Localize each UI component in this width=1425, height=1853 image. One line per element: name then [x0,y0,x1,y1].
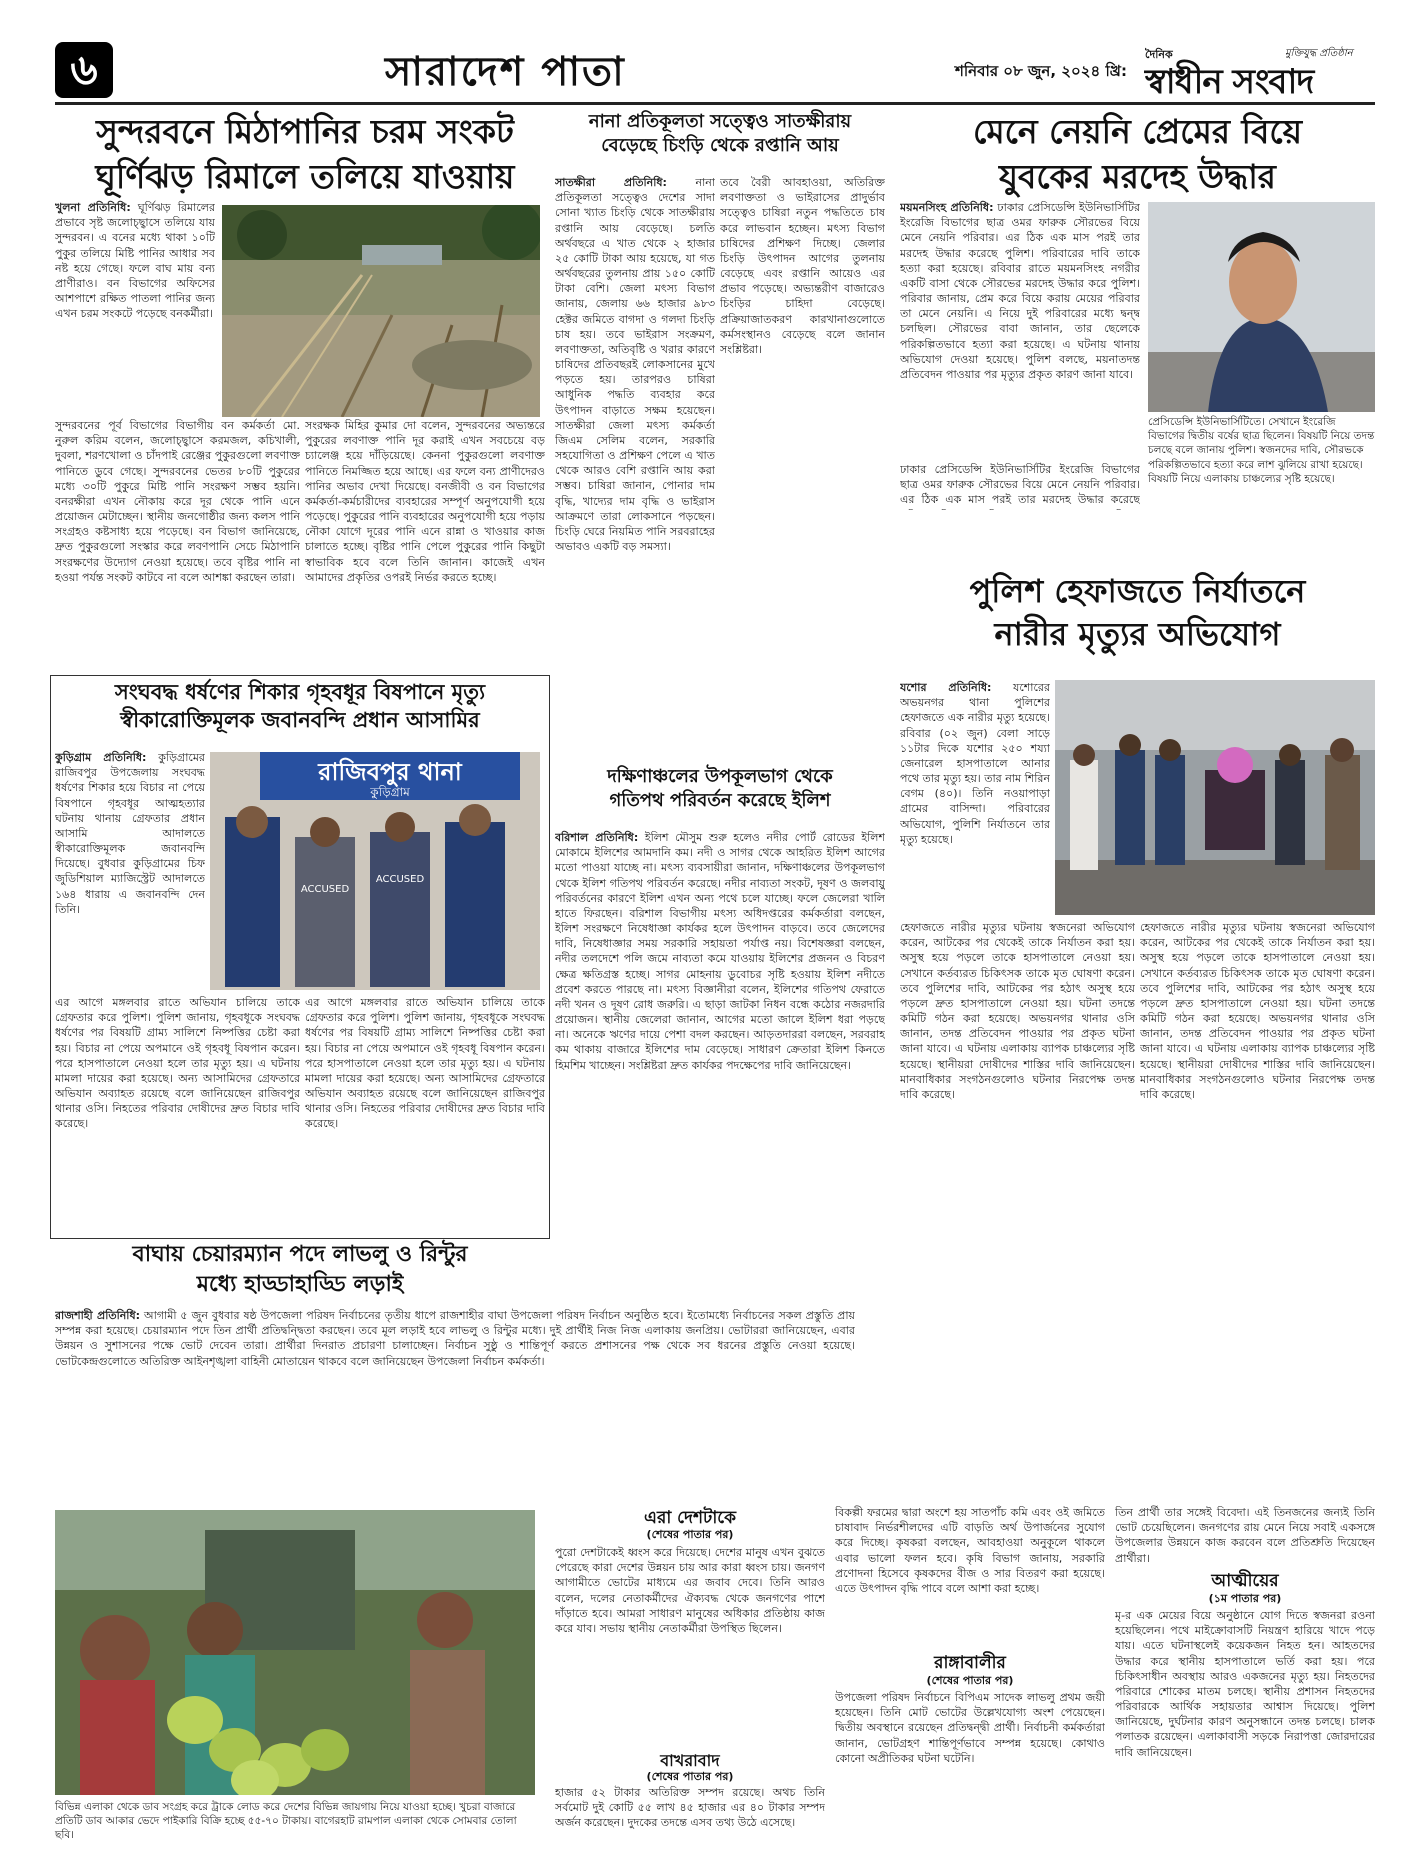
story5-dateline: কুড়িগ্রাম প্রতিনিধি: [55,751,147,764]
story1-headline [55,110,555,199]
logo-name: স্বাধীন সংবাদ [1145,62,1314,102]
story1-headline-line1: সুন্দরবনে মিঠাপানির চরম সংকট [96,112,514,151]
story6-headline [555,765,885,814]
police-custody-photo [1055,680,1375,915]
sundarbans-pond-photo [222,205,540,417]
cont1-sub: (শেষের পাতার পর) [646,1528,734,1541]
police-station-sign-sub: কুড়িগ্রাম [370,785,410,799]
story4-headline-line2: নারীর মৃত্যুর অভিযোগ [994,615,1281,654]
police-station-sign: রাজিবপুর থানা [318,758,462,786]
cont5-title: আত্মীয়ের [1211,1571,1279,1591]
story3-body [900,200,1140,460]
story7-headline [55,1240,545,1299]
story6-body [555,830,885,1300]
story4-lead-text: যশোরের অভয়নগর থানা পুলিশের হেফাজতে এক নারীর মৃত্যু হয়েছে। রবিবার (০২ জুন) বেলা সাড়ে ১১টার দিকে যশোর ২৫০ শয্যা জেনারেল হাসপাতালে আনার পথে তার মৃত্যু হয়। তার নাম শিরিন বেগম (৪০)। তিনি নওয়াপাড়া গ্রামের বাসিন্দা। পরিবারের অভিযোগ, পুলিশি নির্যাতনে তার মৃত্যু হয়েছে। [900,681,1050,846]
story5-lead [55,750,205,1000]
story1-body2: সংরক্ষক মিহির কুমার দো বলেন, সুন্দরবনের অভ্যন্তরে পুকুরের লবণাক্ত পানি দূর করাই এখন সবচেয়ে বড় চ্যালেঞ্জ হয়ে দাঁড়িয়েছে। কেননা পুকুরগুলো লবণাক্ত পানিতে নিমজ্জিত হয়ে আছে। এর ফলে বন্য প্রাণীদেরও পানির অভাব দেখা দিয়েছে। বনজীবী ও বন বিভাগের কর্মকর্তা-কর্মচারীদের ব্যবহারের সম্পূর্ণ অনুপযোগী হয়ে পড়েছে। পুকুরের পানি ব্যবহারের অনুপযোগী হয়ে পড়ায় নৌকা যোগে দূরের পানি এনে রান্না ও খাওয়ার কাজ চালাতে হচ্ছে। বৃষ্টির পানি পেলে পুকুরের পানি কিছুটা স্বাভাবিক হবে বলে তিনি জানান। কাজেই এখন আমাদের প্রকৃতির ওপরই নির্ভর করতে হচ্ছে। [305,419,545,584]
accused-vest-2: ACCUSED [375,874,425,885]
story1-lead [55,200,215,415]
logo-prefix: দৈনিক [1145,48,1173,61]
coconut-photo-caption: বিভিন্ন এলাকা থেকে ডাব সংগ্রহ করে ট্রাকে লোড করে দেশের বিভিন্ন জায়গায় নিয়ে যাওয়া হচ্ছে। খুচরা বাজারে প্রতিটি ডাব আকার ভেদে পাইকারি বিক্রি হচ্ছে ৫৫-৭০ টাকায়। বাগেরহাট রামপাল এলাকা থেকে সোমবার তোলা ছবি। [55,1801,517,1842]
story2-headline-line2: বেড়েছে চিংড়ি থেকে রপ্তানি আয় [601,135,839,157]
page-title: সারাদেশ পাতা [385,49,626,95]
story3-dateline: ময়মনসিংহ প্রতিনিধি: [900,201,994,214]
cont4-body: উপজেলা পরিষদ নির্বাচনে বিপিএম সাদেক লাভলু প্রথম জয়ী হয়েছেন। তিনি মোট ভোটের উল্লেখযোগ্য অংশ পেয়েছেন। দ্বিতীয় অবস্থানে রয়েছেন প্রতিদ্বন্দ্বী প্রার্থী। নির্বাচনী কর্মকর্তারা জানান, ভোটগ্রহণ শান্তিপূর্ণভাবে সম্পন্ন হয়েছে। কোথাও কোনো অপ্রীতিকর ঘটনা ঘটেনি। [835,1691,1105,1765]
story5-headline [55,678,545,735]
story7-headline-line1: বাঘায় চেয়ারম্যান পদে লাভলু ও রিন্টুর [132,1242,468,1267]
story2-dateline: সাতক্ষীরা প্রতিনিধি: [555,176,667,189]
story6-headline-line1: দক্ষিণাঞ্চলের উপকূলভাগ থেকে [607,766,833,787]
story6-body-text: ইলিশ মৌসুম শুরু হলেও নদীর পোর্ট রোডের ইলিশ মোকামে ইলিশের আমদানি কম। নদী ও সাগর থেকে আহরিত ইলিশ আগের মতো পাওয়া যাচ্ছে না। মৎস্য ব্যবসায়ীরা জানান, দক্ষিণাঞ্চলের উপকূলভাগ থেকে ইলিশ গতিপথ পরিবর্তন করেছে। নদীর নাব্যতা সংকট, দূষণ ও জলবায়ু পরিবর্তনের কারণে ইলিশ এখন অন্য পথে চলে যাচ্ছে। ফলে জেলেরা খালি হাতে ফিরছেন। বরিশাল বিভাগীয় মৎস্য অধিদপ্তরের কর্মকর্তারা বলছেন, ইলিশ সংরক্ষণে নিষেধাজ্ঞা কার্যকর হলে উৎপাদন বাড়বে। তবে জেলেদের দাবি, নিষেধাজ্ঞার সময় সরকারি সহায়তা পর্যাপ্ত নয়। বিশেষজ্ঞরা বলছেন, নদীর তলদেশে পলি জমে নাব্যতা কমে যাওয়ায় ইলিশের প্রজনন ও বিচরণ ক্ষেত্র ক্ষতিগ্রস্ত হচ্ছে। সাগর মোহনায় ডুবোচর সৃষ্টি হওয়ায় ইলিশ নদীতে প্রবেশ করতে পারছে না। মৎস্য বিজ্ঞানীরা বলেন, ইলিশের গতিপথ ফেরাতে নদী খনন ও দূষণ রোধ জরুরি। এ ছাড়া জাটকা নিধন বন্ধে কঠোর নজরদারি প্রয়োজন। স্থানীয় জেলেরা জানান, আগের মতো জালে ইলিশ ধরা পড়ছে না। অনেকে ঋণের দায়ে পেশা বদল করছেন। আড়তদাররা বলছেন, সরবরাহ কম থাকায় বাজারে ইলিশের দাম বেড়েছে। সাধারণ ক্রেতারা ইলিশ কিনতে হিমশিম খাচ্ছেন। সংশ্লিষ্টরা দ্রুত কার্যকর পদক্ষেপের দাবি জানিয়েছেন। [555,831,885,1072]
victim-portrait-photo [1148,202,1375,412]
story2-headline [555,110,885,159]
page-number: ৬ [55,42,113,98]
story4-body2: হেফাজতে নারীর মৃত্যুর ঘটনায় স্বজনেরা অভিযোগ করেন, আটকের পর থেকেই তাকে নির্যাতন করা হয়। অসুস্থ হয়ে পড়লে তাকে হাসপাতালে নেওয়া হয়। সেখানে কর্তব্যরত চিকিৎসক তাকে মৃত ঘোষণা করেন। তবে পুলিশের দাবি, আটকের পর হঠাৎ অসুস্থ হয়ে পড়লে দ্রুত হাসপাতালে নেওয়া হয়। ঘটনা তদন্তে কমিটি গঠন করা হয়েছে। অভয়নগর থানার ওসি জানান, তদন্ত প্রতিবেদন পাওয়ার পর প্রকৃত ঘটনা জানা যাবে। এ ঘটনায় এলাকায় ব্যাপক চাঞ্চল্যের সৃষ্টি হয়েছে। স্থানীয়রা দোষীদের শাস্তির দাবি জানিয়েছেন। মানবাধিকার সংগঠনগুলোও ঘটনার নিরপেক্ষ তদন্ত দাবি করেছে। [1140,921,1375,1101]
story7-body-text: আগামী ৫ জুন বুধবার ষষ্ঠ উপজেলা পরিষদ নির্বাচনের তৃতীয় ধাপে রাজশাহীর বাঘা উপজেলা পরিষদ নির্বাচন অনুষ্ঠিত হবে। ইতোমধ্যে নির্বাচনের সকল প্রস্তুতি প্রায় সম্পন্ন করা হয়েছে। চেয়ারম্যান পদে তিন প্রার্থী প্রতিদ্বন্দ্বিতা করছেন। তবে মূল লড়াই হবে লাভলু ও রিন্টুর মধ্যে। দুই প্রার্থীই নিজ নিজ এলাকায় জনপ্রিয়। ভোটাররা জানিয়েছেন, এবার উন্নয়ন ও সুশাসনের পক্ষে ভোট দেবেন তারা। প্রার্থীরা দিনরাত প্রচারণা চালাচ্ছেন। নির্বাচন সুষ্ঠু ও শান্তিপূর্ণ করতে প্রশাসনের পক্ষ থেকে সব ধরনের প্রস্তুতি নেওয়া হয়েছে। ভোটকেন্দ্রগুলোতে অতিরিক্ত আইনশৃঙ্খলা বাহিনী মোতায়েন থাকবে বলে জানিয়েছেন উপজেলা নির্বাচন কর্মকর্তা। [55,1309,855,1368]
story5-lead-text: কুড়িগ্রামের রাজিবপুর উপজেলায় সংঘবদ্ধ ধর্ষণের শিকার হয়ে বিচার না পেয়ে বিষপানে গৃহবধূর আত্মহত্যার ঘটনায় থানায় গ্রেফতার প্রধান আসামি আদালতে স্বীকারোক্তিমূলক জবানবন্দি দিয়েছে। বুধবার কুড়িগ্রামের চিফ জুডিশিয়াল ম্যাজিস্ট্রেট আদালতে ১৬৪ ধারায় এ জবানবন্দি দেন তিনি। [55,751,205,916]
story7-headline-line2: মধ্যে হাড্ডাহাড্ডি লড়াই [196,1271,404,1297]
victim-photo-caption: প্রেসিডেন্সি ইউনিভার্সিটিতে। সেখানে ইংরেজি বিভাগের দ্বিতীয় বর্ষের ছাত্র ছিলেন। বিষয়টি নিয়ে তদন্ত চলছে বলে জানায় পুলিশ। স্বজনদের দাবি, সৌরভকে পরিকল্পিতভাবে হত্যা করে লাশ ঝুলিয়ে রাখা হয়েছে। বিষয়টি নিয়ে এলাকায় চাঞ্চল্যের সৃষ্টি হয়েছে। [1148,416,1375,485]
story3-headline-line2: যুবকের মরদেহ উদ্ধার [999,156,1276,196]
story2-body2: তবে বৈরী আবহাওয়া, অতিরিক্ত লবণাক্ততা ও ভাইরাসের প্রাদুর্ভাব সত্ত্বেও চাষিরা নতুন পদ্ধতিতে চাষ করে লাভবান হচ্ছেন। মৎস্য বিভাগ চাষিদের প্রশিক্ষণ দিচ্ছে। জেলার চিংড়ি উৎপাদন আগের তুলনায় বেড়েছে এবং রপ্তানি আয়েও এর প্রভাব পড়েছে। অভ্যন্তরীণ বাজারেও চিংড়ির চাহিদা বেড়েছে। প্রক্রিয়াজাতকরণ কারখানাগুলোতে কর্মসংস্থানও বেড়েছে বলে জানান সংশ্লিষ্টরা। [720,176,885,356]
cont2-title: বাখরাবাদ [660,1751,720,1770]
story7-dateline: রাজশাহী প্রতিনিধি: [55,1309,141,1322]
cont2-body: হাজার ৫২ টাকার অতিরিক্ত সম্পদ রয়েছে। অথচ তিনি সর্বমোট দুই কোটি ৫৫ লাখ ৪৫ হাজার এর ৪০ টাকার সম্পদ অর্জন করেছেন। দুদকের তদন্তে এসব তথ্য উঠে এসেছে। [555,1786,825,1830]
cont5-body: মৃ-র এক মেয়ের বিয়ে অনুষ্ঠানে যোগ দিতে স্বজনরা রওনা হয়েছিলেন। পথে মাইক্রোবাসটি নিয়ন্ত্রণ হারিয়ে খাদে পড়ে যায়। এতে ঘটনাস্থলেই কয়েকজন নিহত হন। আহতদের উদ্ধার করে স্থানীয় হাসপাতালে ভর্তি করা হয়। পরে চিকিৎসাধীন অবস্থায় আরও একজনের মৃত্যু হয়। নিহতদের পরিবারে শোকের মাতম চলছে। স্থানীয় প্রশাসন নিহতদের পরিবারকে আর্থিক সহায়তার আশ্বাস দিয়েছে। পুলিশ জানিয়েছে, দুর্ঘটনার কারণ অনুসন্ধানে তদন্ত চলছে। চালক পলাতক রয়েছেন। এলাকাবাসী সড়কে নিরাপত্তা জোরদারের দাবি জানিয়েছেন। [1115,1609,1375,1759]
story1-lead-text: ঘূর্ণিঝড় রিমালের প্রভাবে সৃষ্ট জলোচ্ছ্বাসে তলিয়ে যায় সুন্দরবন। এ বনের মধ্যে থাকা ১০টি পুকুর তলিয়ে মিষ্টি পানির আধার সব নষ্ট হয়ে গেছে। ফলে বাঘ মায় বন্য প্রাণীরাও। বন বিভাগের অফিসের আশপাশে রক্ষিত পাতলা পানির জন্য এখন চরম সংকটে পড়েছে বনকর্মীরা। [55,201,215,321]
story4-lead [900,680,1050,915]
cont4-title: রাঙ্গাবালীর [934,1653,1006,1673]
story6-headline-line2: গতিপথ পরিবর্তন করেছে ইলিশ [609,790,831,812]
story4-dateline: যশোর প্রতিনিধি: [900,681,992,694]
coconut-market-photo [55,1510,535,1795]
cont4-sub: (শেষের পাতার পর) [926,1674,1014,1687]
story1-headline-line2: ঘূর্ণিঝড় রিমালে তলিয়ে যাওয়ায় [95,156,515,196]
accused-police-photo [210,752,540,990]
story7-body [55,1308,855,1498]
masthead-rule [55,102,1375,105]
cont1-body: পুরো দেশটাকেই ধ্বংস করে দিয়েছে। দেশের মানুষ এখন বুঝতে পেরেছে কারা দেশের উন্নয়ন চায় আর কারা ধ্বংস চায়। জনগণ আগামীতে ভোটের মাধ্যমে এর জবাব দেবে। তিনি আরও বলেন, দলের নেতাকর্মীদের ঐক্যবদ্ধ থেকে জনগণের পাশে দাঁড়াতে হবে। আমরা সাধারণ মানুষের অধিকার প্রতিষ্ঠায় কাজ করে যাব। সভায় স্থানীয় নেতাকর্মীরা উপস্থিত ছিলেন। [555,1546,825,1635]
story4-headline-line1: পুলিশ হেফাজতে নির্যাতনে [969,572,1306,610]
cont5-sub: (১ম পাতার পর) [1208,1592,1282,1605]
story2-headline-line1: নানা প্রতিকূলতা সত্ত্বেও সাতক্ষীরায় [588,111,852,132]
story4-headline [900,570,1375,656]
story5-body: এর আগে মঙ্গলবার রাতে অভিযান চালিয়ে তাকে গ্রেফতার করে পুলিশ। পুলিশ জানায়, গৃহবধূকে সংঘবদ্ধ ধর্ষণের পর বিষয়টি গ্রাম্য সালিশে নিষ্পত্তির চেষ্টা করা হয়। বিচার না পেয়ে অপমানে ওই গৃহবধূ বিষপান করেন। পরে হাসপাতালে নেওয়া হলে তার মৃত্যু হয়। এ ঘটনায় মামলা দায়ের করা হয়েছে। অন্য আসামিদের গ্রেফতারে অভিযান অব্যাহত রয়েছে বলে জানিয়েছেন রাজিবপুর থানার ওসি। নিহতের পরিবার দোষীদের দ্রুত বিচার দাবি করেছে। [55,996,300,1131]
story3-headline-line1: মেনে নেয়নি প্রেমের বিয়ে [972,112,1303,151]
cont5-lead: তিন প্রার্থী তার সঙ্গেই বিবেদা। এই তিনজনের জন্যই তিনি ভোট চেয়েছিলেন। জনগণের রায় মেনে নিয়ে সবাই একসঙ্গে উপজেলার উন্নয়নে কাজ করবেন বলে প্রতিশ্রুতি দিয়েছেন প্রার্থীরা। [1115,1506,1375,1565]
story5-headline-line1: সংঘবদ্ধ ধর্ষণের শিকার গৃহবধূর বিষপানে মৃত্যু [114,680,486,704]
story3-body-text: ঢাকার প্রেসিডেন্সি ইউনিভার্সিটির ইংরেজি বিভাগের ছাত্র ওমর ফারুক সৌরভের বিয়ে মেনে নেয়নি পরিবার। এর ঠিক এক মাস পরই তার মরদেহ উদ্ধার করেছে পুলিশ। পরিবারের দাবি তাকে হত্যা করা হয়েছে। রবিবার রাতে ময়মনসিংহ নগরীর একটি বাসা থেকে সৌরভের মরদেহ উদ্ধার করে পুলিশ। পরিবার জানায়, প্রেম করে বিয়ে করায় মেয়ের পরিবার তা মেনে নেয়নি। এ নিয়ে দুই পরিবারের মধ্যে দ্বন্দ্ব চলছিল। সৌরভের বাবা জানান, তার ছেলেকে পরিকল্পিতভাবে হত্যা করা হয়েছে। এ ঘটনায় থানায় অভিযোগ দেওয়া হয়েছে। পুলিশ বলছে, ময়নাতদন্ত প্রতিবেদন পাওয়ার পর মৃত্যুর প্রকৃত কারণ জানা যাবে। [900,201,1140,381]
cont2-sub: (শেষের পাতার পর) [646,1770,734,1783]
story1-body: সুন্দরবনের পূর্ব বিভাগের বিভাগীয় বন কর্মকর্তা মো. নুরুল করিম বলেন, জলোচ্ছ্বাসে করমজল, কচিখালী, দুবলা, শরণখোলা ও চাঁদপাই রেঞ্জের পুকুরগুলো লবণাক্ত পানিতে ডুবে গেছে। সুন্দরবনের ভেতর ৮০টি পুকুরের মধ্যে ৩০টি পুকুরে মিষ্টি পানি সংরক্ষণ সম্ভব হয়নি। বনরক্ষীরা এখন নৌকায় করে দূর থেকে পানি এনে প্রয়োজন মেটাচ্ছেন। স্থানীয় জনগোষ্ঠীর জন্য কলস পানি সংগ্রহও কষ্টসাধ্য হয়ে পড়েছে। বন বিভাগ জানিয়েছে, দ্রুত পুকুরগুলো সংস্কার করে লবণপানি সেচে মিঠাপানি সংরক্ষণের উদ্যোগ নেওয়া হয়েছে। তবে বৃষ্টির পানি না হওয়া পর্যন্ত সংকট কাটবে না বলে আশঙ্কা করছেন তারা। [55,419,300,584]
story2-body [555,175,715,755]
accused-vest-1: ACCUSED [300,884,350,895]
story5-body-b: এর আগে মঙ্গলবার রাতে অভিযান চালিয়ে তাকে গ্রেফতার করে পুলিশ। পুলিশ জানায়, গৃহবধূকে সংঘবদ্ধ ধর্ষণের পর বিষয়টি গ্রাম্য সালিশে নিষ্পত্তির চেষ্টা করা হয়। বিচার না পেয়ে অপমানে ওই গৃহবধূ বিষপান করেন। পরে হাসপাতালে নেওয়া হলে তার মৃত্যু হয়। এ ঘটনায় মামলা দায়ের করা হয়েছে। অন্য আসামিদের গ্রেফতারে অভিযান অব্যাহত রয়েছে বলে জানিয়েছেন রাজিবপুর থানার ওসি। নিহতের পরিবার দোষীদের দ্রুত বিচার দাবি করেছে। [305,996,545,1131]
logo-tagline: মুক্তিযুদ্ধ প্রতিষ্ঠান [1285,48,1353,59]
story3-body-tail: ঢাকার প্রেসিডেন্সি ইউনিভার্সিটির ইংরেজি বিভাগের ছাত্র ওমর ফারুক সৌরভের বিয়ে মেনে নেয়নি পরিবার। এর ঠিক এক মাস পরই তার মরদেহ উদ্ধার করেছে [900,463,1140,507]
newspaper-logo [1145,46,1375,102]
cont1-title: এরা দেশটাকে [644,1508,736,1528]
story5-headline-line2: স্বীকারোক্তিমূলক জবানবন্দি প্রধান আসামির [120,708,480,733]
story1-dateline: খুলনা প্রতিনিধি: [55,201,131,214]
story4-body: হেফাজতে নারীর মৃত্যুর ঘটনায় স্বজনেরা অভিযোগ করেন, আটকের পর থেকেই তাকে নির্যাতন করা হয়। অসুস্থ হয়ে পড়লে তাকে হাসপাতালে নেওয়া হয়। সেখানে কর্তব্যরত চিকিৎসক তাকে মৃত ঘোষণা করেন। তবে পুলিশের দাবি, আটকের পর হঠাৎ অসুস্থ হয়ে পড়লে দ্রুত হাসপাতালে নেওয়া হয়। ঘটনা তদন্তে কমিটি গঠন করা হয়েছে। অভয়নগর থানার ওসি জানান, তদন্ত প্রতিবেদন পাওয়ার পর প্রকৃত ঘটনা জানা যাবে। এ ঘটনায় এলাকায় ব্যাপক চাঞ্চল্যের সৃষ্টি হয়েছে। স্থানীয়রা দোষীদের শাস্তির দাবি জানিয়েছেন। মানবাধিকার সংগঠনগুলোও ঘটনার নিরপেক্ষ তদন্ত দাবি করেছে। [900,921,1135,1101]
masthead [55,40,1375,100]
story2-body-text: নানা প্রতিকূলতা সত্ত্বেও দেশের সাদা সোনা খ্যাত চিংড়ি থেকে সাতক্ষীরায় রপ্তানি আয় বেড়েছে। চলতি অর্থবছরে এ খাত থেকে ২ হাজার ২৫ কোটি টাকা আয় হয়েছে, যা গত অর্থবছরের তুলনায় প্রায় ১৫০ কোটি টাকা বেশি। জেলা মৎস্য বিভাগ জানায়, জেলায় ৬৬ হাজার ৯৮৩ হেক্টর জমিতে বাগদা ও গলদা চিংড়ি চাষ হয়। তবে ভাইরাস সংক্রমণ, লবণাক্ততা, অতিবৃষ্টি ও খরার কারণে চাষিদের প্রতিবছরই লোকসানের মুখে পড়তে হয়। তারপরও চাষিরা আধুনিক পদ্ধতি ব্যবহার করে উৎপাদন বাড়াতে সক্ষম হয়েছেন। সাতক্ষীরা জেলা মৎস্য কর্মকর্তা জিএম সেলিম বলেন, সরকারি সহযোগিতা ও প্রশিক্ষণ পেলে এ খাত থেকে আরও বেশি রপ্তানি আয় করা সম্ভব। চাষিরা জানান, পোনার দাম বৃদ্ধি, খাদ্যের দাম বৃদ্ধি ও ভাইরাস আক্রমণে তারা লোকসানে পড়ছেন। চিংড়ি ঘেরে নিয়মিত পানি সরবরাহের অভাবও একটি বড় সমস্যা। [555,176,715,554]
story6-dateline: বরিশাল প্রতিনিধি: [555,831,639,844]
story3-headline [900,110,1375,199]
issue-date: শনিবার ০৮ জুন, ২০২৪ খ্রি: [955,62,1127,80]
cont3-body: বিকল্পী ফরমের দ্বারা অংশে হয় সাতপাঁচ কমি এবং ওই জমিতে চাষাবাদ নির্ভরশীলদের এটি বাড়তি অর্থ উপার্জনের সুযোগ করে দিচ্ছে। কৃষকরা বলছেন, আবহাওয়া অনুকূলে থাকলে এবার ভালো ফলন হবে। কৃষি বিভাগ জানায়, সরকারি প্রণোদনা হিসেবে কৃষকদের বীজ ও সার বিতরণ করা হয়েছে। এতে উৎপাদন বৃদ্ধি পাবে বলে আশা করা হচ্ছে। [835,1506,1105,1595]
